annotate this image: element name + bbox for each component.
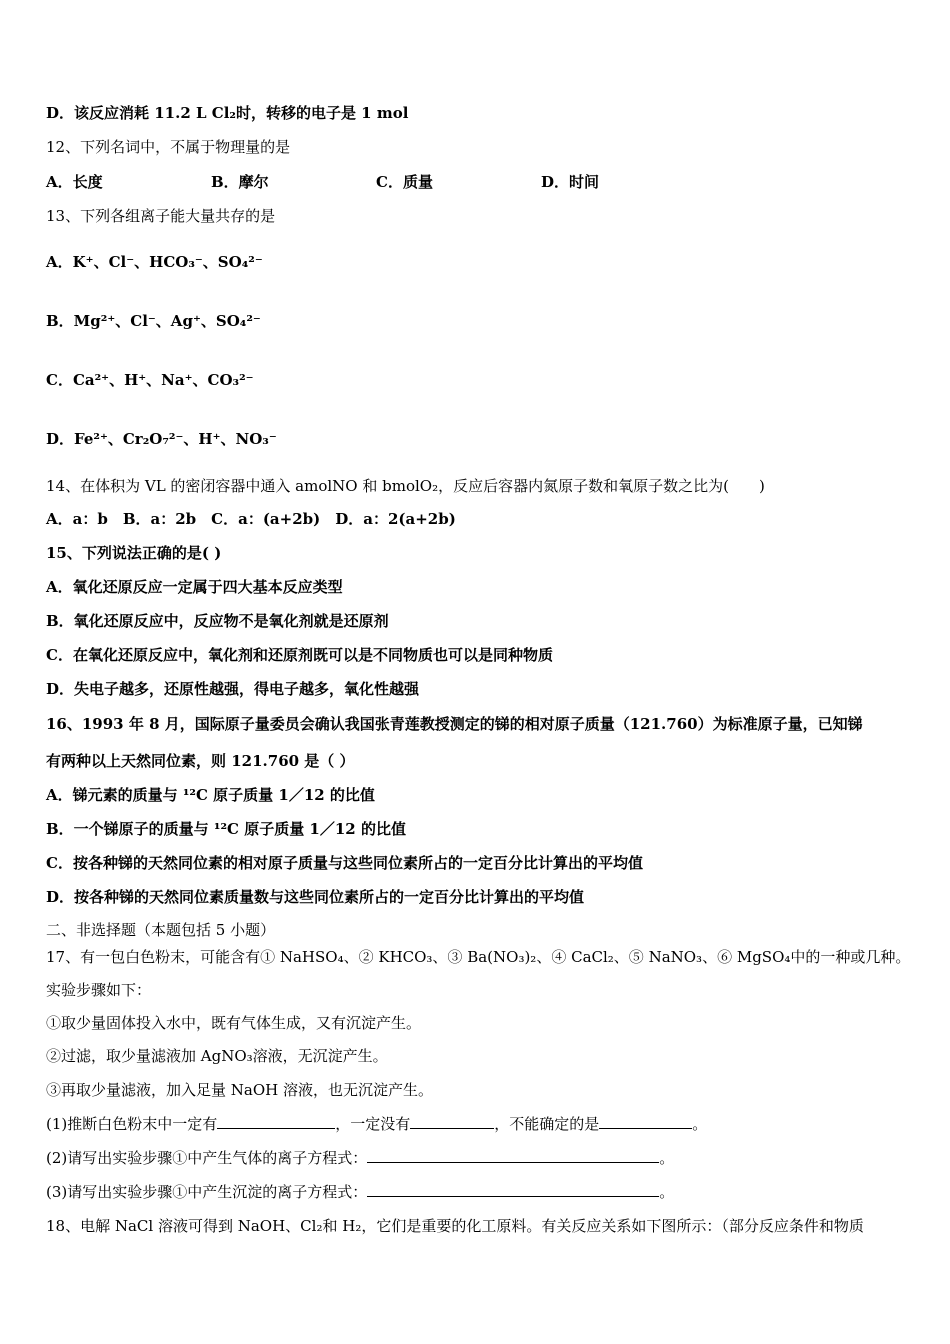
q16-option-c: C．按各种锑的天然同位素的相对原子质量与这些同位素所占的一定百分比计算出的平均值: [46, 854, 643, 872]
q11-option-d: D．该反应消耗 11.2 L Cl₂时，转移的电子是 1 mol: [46, 104, 409, 122]
q13-option-d: D．Fe²⁺、Cr₂O₇²⁻、H⁺、NO₃⁻: [46, 430, 277, 448]
q14-stem: 14、在体积为 VL 的密闭容器中通入 amolNO 和 bmolO₂，反应后容器内氮原子数和氧原子数之比为( ): [46, 477, 765, 495]
q16-option-a: A．锑元素的质量与 ¹²C 原子质量 1／12 的比值: [46, 786, 375, 804]
q14-options: A．a：b B．a：2b C．a：(a+2b) D．a：2(a+2b): [46, 510, 456, 528]
q13-stem: 13、下列各组离子能大量共存的是: [46, 207, 276, 225]
q12-option-d: D．时间: [541, 173, 600, 191]
q17-part-2-text: (2)请写出实验步骤①中产生气体的离子方程式：: [46, 1149, 368, 1167]
q17-stem: 17、有一包白色粉末，可能含有① NaHSO₄、② KHCO₃、③ Ba(NO₃)₂、④ CaCl₂、⑤ NaNO₃、⑥ MgSO₄中的一种或几种。: [46, 948, 911, 966]
q12-option-b: B．摩尔: [211, 173, 269, 191]
answer-blank-definitely-not[interactable]: [410, 1114, 494, 1129]
q17-part-2: [46, 1148, 674, 1168]
q17-steps-title: 实验步骤如下：: [46, 981, 152, 999]
q13-option-a: A．K⁺、Cl⁻、HCO₃⁻、SO₄²⁻: [46, 253, 263, 271]
q17-part-3-end: 。: [659, 1183, 675, 1201]
answer-blank-gas-equation[interactable]: [367, 1148, 659, 1163]
q17-part-1-text-a: (1)推断白色粉末中一定有: [46, 1115, 218, 1133]
q17-step-2: ②过滤，取少量滤液加 AgNO₃溶液，无沉淀产生。: [46, 1047, 388, 1065]
q15-stem: 15、下列说法正确的是( ): [46, 544, 222, 562]
q17-part-1-text-c: ，不能确定的是: [494, 1115, 600, 1133]
q17-part-3-text: (3)请写出实验步骤①中产生沉淀的离子方程式：: [46, 1183, 368, 1201]
q13-option-b: B．Mg²⁺、Cl⁻、Ag⁺、SO₄²⁻: [46, 312, 261, 330]
q17-part-1-text-b: ，一定没有: [335, 1115, 411, 1133]
q13-option-c: C．Ca²⁺、H⁺、Na⁺、CO₃²⁻: [46, 371, 254, 389]
q16-option-b: B．一个锑原子的质量与 ¹²C 原子质量 1／12 的比值: [46, 820, 406, 838]
q16-stem-line1: 16、1993 年 8 月，国际原子量委员会确认我国张青莲教授测定的锑的相对原子质量（121.760）为标准原子量，已知锑: [46, 715, 863, 733]
q15-option-b: B．氧化还原反应中，反应物不是氧化剂就是还原剂: [46, 612, 389, 630]
q17-part-1: [46, 1114, 707, 1134]
q15-option-d: D．失电子越多，还原性越强，得电子越多，氧化性越强: [46, 680, 420, 698]
q15-option-c: C．在氧化还原反应中，氧化剂和还原剂既可以是不同物质也可以是同种物质: [46, 646, 553, 664]
q12-option-c: C．质量: [376, 173, 433, 191]
q16-option-d: D．按各种锑的天然同位素质量数与这些同位素所占的一定百分比计算出的平均值: [46, 888, 585, 906]
answer-blank-definitely-contains[interactable]: [217, 1114, 335, 1129]
q17-step-3: ③再取少量滤液，加入足量 NaOH 溶液，也无沉淀产生。: [46, 1081, 433, 1099]
answer-blank-uncertain[interactable]: [599, 1114, 692, 1129]
q12-option-a: A．长度: [46, 173, 103, 191]
q17-part-2-end: 。: [659, 1149, 675, 1167]
answer-blank-precipitate-equation[interactable]: [367, 1182, 659, 1197]
q15-option-a: A．氧化还原反应一定属于四大基本反应类型: [46, 578, 343, 596]
q18-stem: 18、电解 NaCl 溶液可得到 NaOH、Cl₂和 H₂，它们是重要的化工原料。有关反应关系如下图所示：（部分反应条件和物质: [46, 1217, 864, 1235]
section-heading-nonchoice: 二、非选择题（本题包括 5 小题）: [46, 921, 276, 939]
q12-stem: 12、下列名词中，不属于物理量的是: [46, 138, 291, 156]
q16-stem-line2: 有两种以上天然同位素，则 121.760 是（ ）: [46, 752, 355, 770]
q17-step-1: ①取少量固体投入水中，既有气体生成，又有沉淀产生。: [46, 1014, 422, 1032]
q12-options: [46, 172, 599, 192]
q17-part-3: [46, 1182, 674, 1202]
q17-part-1-end: 。: [692, 1115, 708, 1133]
